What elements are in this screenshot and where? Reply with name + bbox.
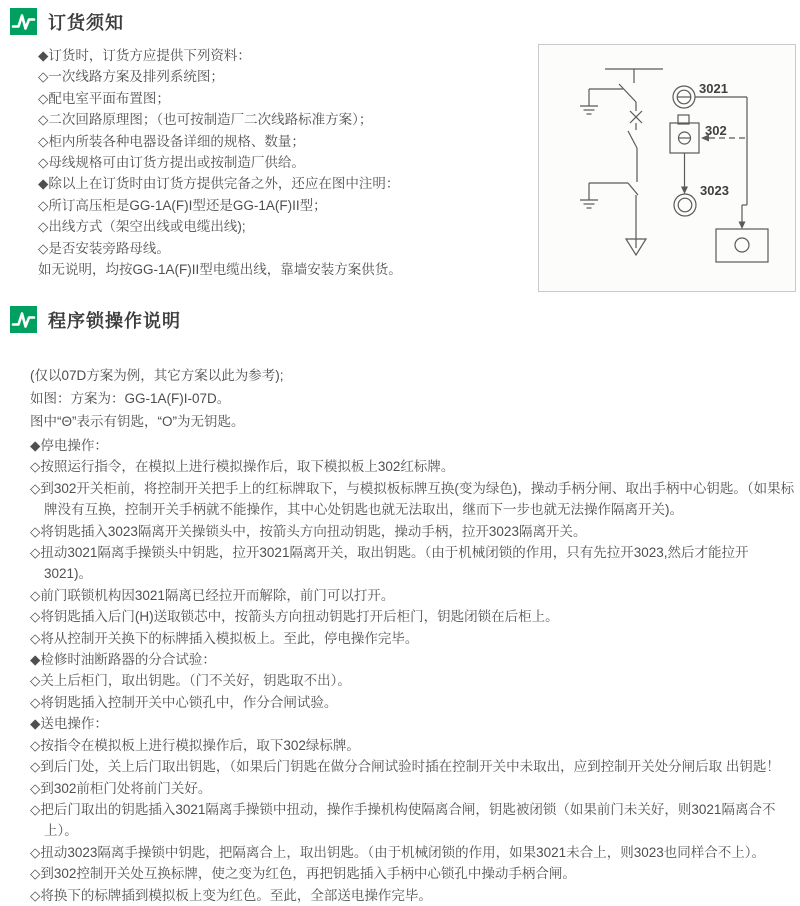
list-item: ◇一次线路方案及排列系统图； xyxy=(38,69,224,85)
brand-pulse-icon xyxy=(10,306,37,333)
section1-body xyxy=(38,45,534,280)
list-item: ◇柜内所装各种电器设备详细的规格、数量； xyxy=(38,133,305,149)
list-item: ◆订货时，订货方应提供下列资料： xyxy=(38,48,251,63)
program-lock-diagram xyxy=(538,44,796,292)
circuit-schematic xyxy=(539,45,795,291)
list-item: ◇出线方式（架空出线或电缆出线); xyxy=(38,219,246,235)
list-item: ◇按指令在模拟板上进行模拟操作后，取下302绿标牌。 xyxy=(30,737,360,753)
intro-line: 图中“Θ”表示有钥匙，“O”为无钥匙。 xyxy=(30,414,245,429)
list-item: ◇所订高压柜是GG-1A(F)I型还是GG-1A(F)II型； xyxy=(38,197,327,213)
list-item: ◇扭动3023隔离手操锁中钥匙，把隔离合上，取出钥匙。（由于机械闭锁的作用，如果3021未合上，则3023也同样合不上）。 xyxy=(30,844,765,860)
lock-3023 xyxy=(674,194,696,216)
list-item: ◆停电操作： xyxy=(30,438,108,453)
list-item: 如无说明，均按GG-1A(F)II型电缆出线，靠墙安装方案供货。 xyxy=(38,262,402,278)
single-line-feeder xyxy=(580,69,663,255)
key-box xyxy=(716,229,768,262)
lock-3021 xyxy=(673,86,695,108)
list-item: ◇到302控制开关处互换标牌，使之变为红色，再把钥匙插入手柄中心锁孔中操动手柄合闸。 xyxy=(30,866,576,882)
list-item: ◆检修时油断路器的分合试验： xyxy=(30,652,216,668)
list-item: ◇扭动3021隔离手操锁头中钥匙，拉开3021隔离开关，取出钥匙。（由于机械闭锁的作用，只有先拉开3023,然后才能拉开3021)。 xyxy=(30,545,749,582)
list-item: ◆送电操作： xyxy=(30,716,108,732)
list-item: ◇二次回路原理图；（也可按制造厂二次线路标准方案）； xyxy=(38,112,373,128)
section1-title: 订货须知 xyxy=(48,12,124,33)
section2-intro xyxy=(30,364,796,433)
list-item: ◇把后门取出的钥匙插入3021隔离手操锁中扭动，操作手操机构使隔离合闸，钥匙被闭锁（如果前门未关好，则3021隔离合不上）。 xyxy=(30,801,776,839)
interlock-lines xyxy=(685,97,748,227)
brand-pulse-icon xyxy=(10,8,37,35)
list-item: ◆除以上在订货时由订货方提供完备之外，还应在图中注明： xyxy=(38,176,400,192)
section2-body xyxy=(30,364,796,906)
lock-302 xyxy=(670,115,699,153)
section2-header xyxy=(10,306,181,333)
label-302: 302 xyxy=(705,123,727,138)
list-item: ◇按照运行指令，在模拟上进行模拟操作后，取下模拟板上302红标牌。 xyxy=(30,459,455,475)
label-3023: 3023 xyxy=(700,183,729,198)
list-item: ◇到302开关柜前，将控制开关把手上的红标牌取下，与模拟板标牌互换(变为绿色)，操动手柄分闸、取出手柄中心钥匙。（如果标牌没有互换，控制开关手柄就不能操作，其中心处钥匙也就无法取出，继而下一步也就无法操作隔离开关)。 xyxy=(30,480,795,518)
list-item: ◇到后门处，关上后门取出钥匙，（如果后门钥匙在做分合闸试验时插在控制开关中未取出，应到控制开关处分闸后取 出钥匙！ xyxy=(30,759,780,775)
list-item: ◇关上后柜门，取出钥匙。（门不关好，钥匙取不出）。 xyxy=(30,673,351,689)
list-item: ◇将从控制开关换下的标牌插入模拟板上。至此，停电操作完毕。 xyxy=(30,630,419,646)
section1-header xyxy=(10,8,124,35)
list-item: ◇将钥匙插入后门(H)送取锁芯中，按箭头方向扭动钥匙打开后柜门，钥匙闭锁在后柜上。 xyxy=(30,609,559,625)
list-item: ◇将钥匙插入控制开关中心锁孔中，作分合闸试验。 xyxy=(30,694,338,710)
intro-line: 如图：方案为：GG-1A(F)I-07D。 xyxy=(30,391,231,406)
list-item: ◇将钥匙插入3023隔离开关操锁头中，按箭头方向扭动钥匙，操动手柄，拉开3023隔离开关。 xyxy=(30,523,587,539)
label-3021: 3021 xyxy=(699,81,728,96)
list-item: ◇到302前柜门处将前门关好。 xyxy=(30,780,212,796)
list-item: ◇母线规格可由订货方提出或按制造厂供给。 xyxy=(38,155,305,171)
list-item: ◇配电室平面布置图； xyxy=(38,90,170,106)
intro-line: (仅以07D方案为例，其它方案以此为参考); xyxy=(30,368,284,383)
list-item: ◇前门联锁机构因3021隔离已经拉开而解除，前门可以打开。 xyxy=(30,587,395,603)
section2-title: 程序锁操作说明 xyxy=(48,310,181,331)
list-item: ◇是否安装旁路母线。 xyxy=(38,240,170,256)
list-item: ◇将换下的标牌插到模拟板上变为红色。至此，全部送电操作完毕。 xyxy=(30,887,432,903)
